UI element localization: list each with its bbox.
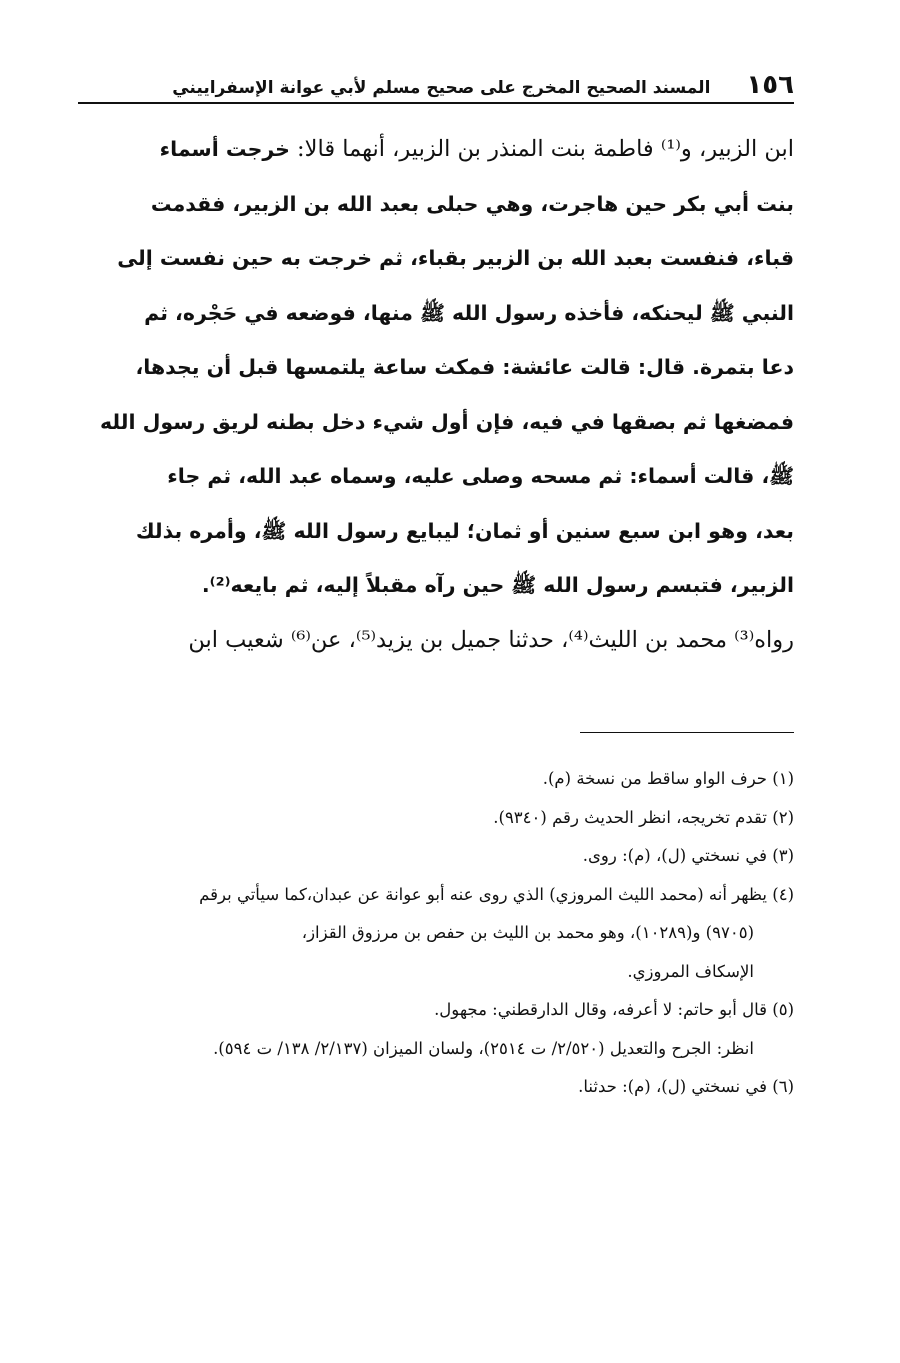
text-line-1-plain: ابن الزبير، و⁽¹⁾ فاطمة بنت المنذر بن الزبير، أنهما قالا: <box>297 136 794 162</box>
text-line-8: بعد، وهو ابن سبع سنين أو ثمان؛ ليبايع رسول الله ﷺ، وأمره بذلك <box>135 518 794 543</box>
text-line-4: النبي ﷺ ليحنكه، فأخذه رسول الله ﷺ منها، فوضعه في حَجْره، ثم <box>144 300 794 325</box>
footnote-3: (٣) في نسختي (ل)، (م): روى. <box>582 846 794 865</box>
running-title: المسند الصحيح المخرج على صحيح مسلم لأبي عوانة الإسفراييني <box>172 78 711 98</box>
footnote-4-line-2: (٩٧٠٥) و(١٠٢٨٩)، وهو محمد بن الليث بن حفص بن مرزوق القزاز، <box>301 923 754 942</box>
text-line-1 <box>78 122 794 177</box>
footnotes <box>78 760 794 1107</box>
footnote-1: (١) حرف الواو ساقط من نسخة (م). <box>542 769 794 788</box>
text-line-6: فمضغها ثم بصقها في فيه، فإن أول شيء دخل بطنه لريق رسول الله <box>99 409 794 434</box>
page-number: ١٥٦ <box>746 70 794 100</box>
text-line-9: الزبير، فتبسم رسول الله ﷺ حين رآه مقبلاً إليه، ثم بايعه⁽²⁾. <box>201 573 794 597</box>
text-line-7: ﷺ، قالت أسماء: ثم مسحه وصلى عليه، وسماه عبد الله، ثم جاء <box>167 464 794 488</box>
text-line-3: قباء، فنفست بعبد الله بن الزبير بقباء، ثم خرجت به حين نفست إلى <box>117 246 794 270</box>
footnote-5: (٥) قال أبو حاتم: لا أعرفه، وقال الدارقطني: مجهول. <box>434 1000 794 1019</box>
main-text <box>78 122 794 667</box>
footnote-2: (٢) تقدم تخريجه، انظر الحديث رقم (٩٣٤٠). <box>493 807 794 827</box>
text-line-5: دعا بتمرة. قال: قالت عائشة: فمكث ساعة يلتمسها قبل أن يجدها، <box>135 355 794 379</box>
footnote-4-line-3: الإسكاف المروزي. <box>627 961 754 981</box>
footnote-4-line-1: (٤) يظهر أنه (محمد الليث المروزي) الذي روى عنه أبو عوانة عن عبدان،كما سيأتي برقم <box>199 884 794 904</box>
text-line-1-bold: خرجت أسماء <box>159 137 290 161</box>
book-page <box>78 70 794 1290</box>
footnote-5-reference: انظر: الجرح والتعديل (٢/٥٢٠/ ت ٢٥١٤)، ولسان الميزان (٢/١٣٧/ ١٣٨/ ت ٥٩٤). <box>213 1038 754 1058</box>
text-line-2: بنت أبي بكر حين هاجرت، وهي حبلى بعبد الله بن الزبير، فقدمت <box>150 191 794 216</box>
page-header <box>78 70 794 104</box>
footnote-divider <box>580 732 794 733</box>
footnote-6: (٦) في نسختي (ل)، (م): حدثنا. <box>578 1077 794 1096</box>
text-line-10: رواه⁽³⁾ محمد بن الليث⁽⁴⁾، حدثنا جميل بن يزيد⁽⁵⁾، عن⁽⁶⁾ شعيب ابن <box>188 626 794 653</box>
